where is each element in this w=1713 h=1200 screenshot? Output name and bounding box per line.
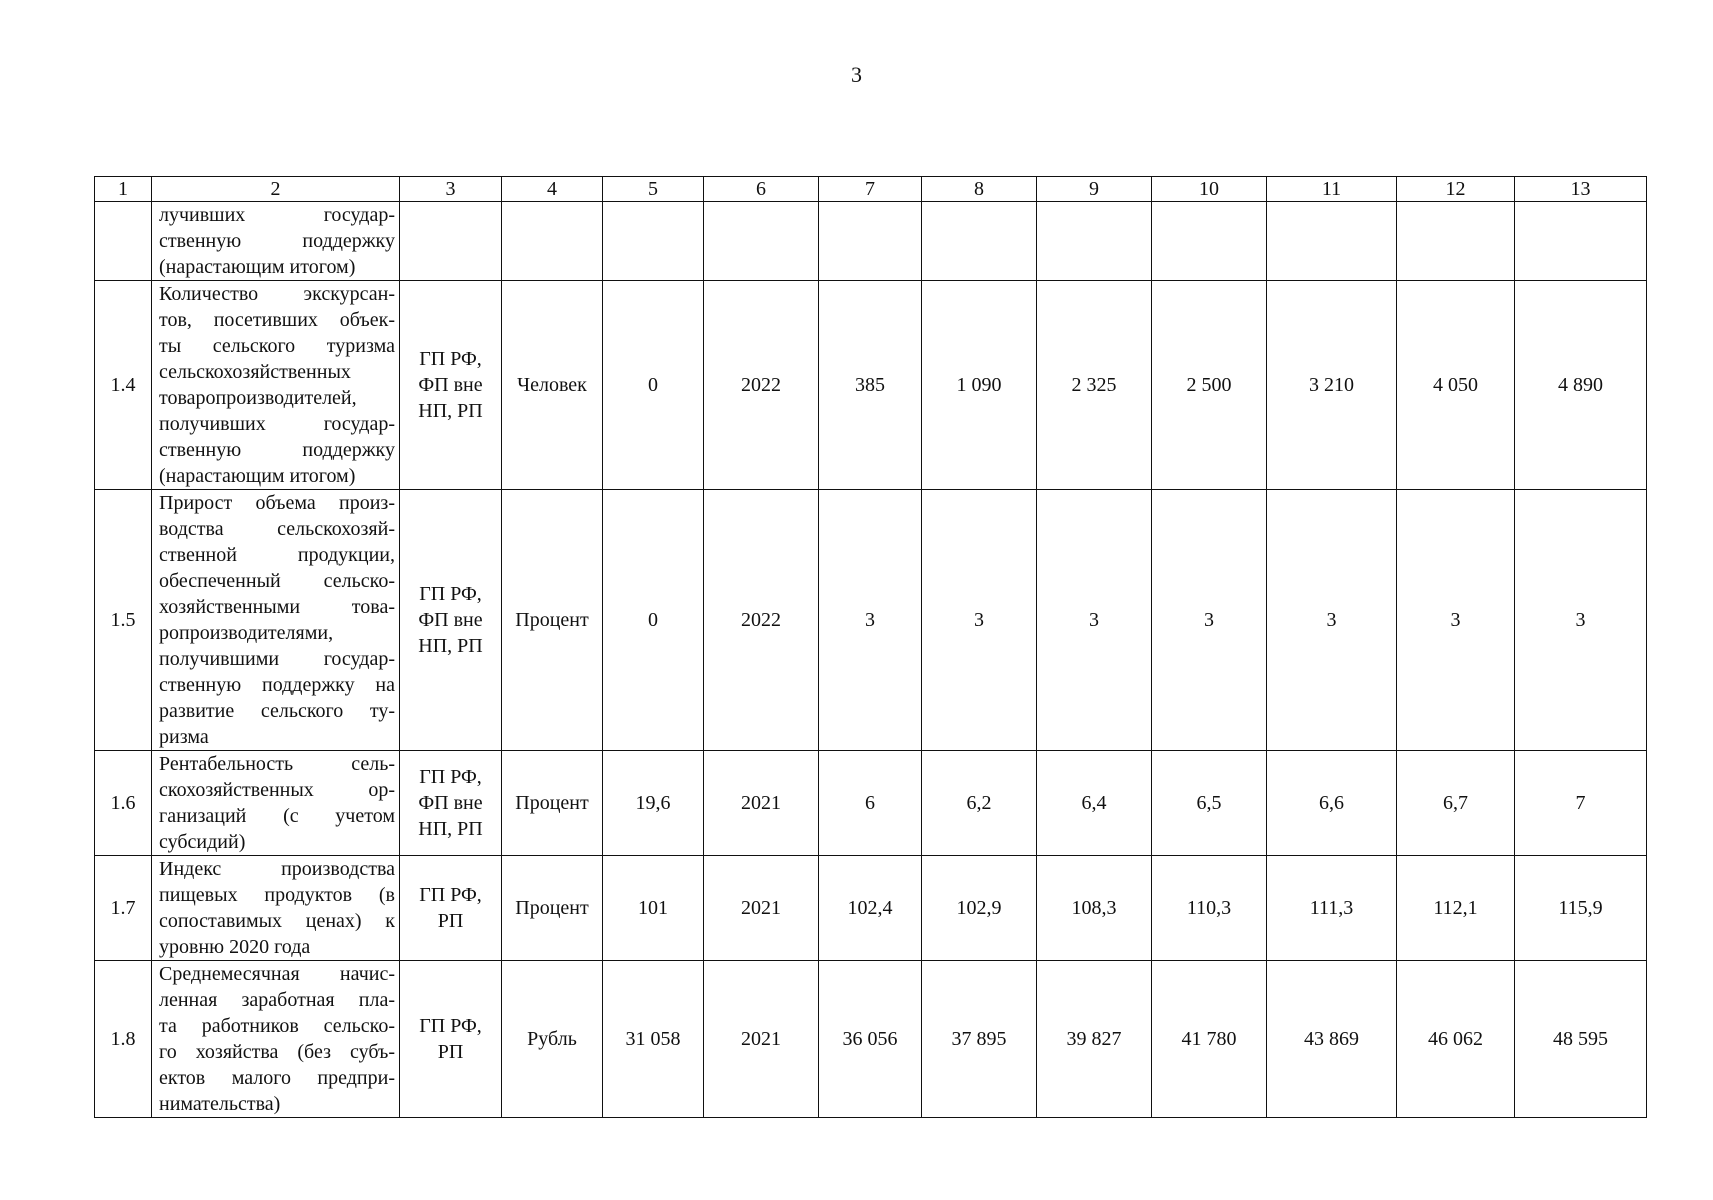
indicator-name-line: (нарастающим итогом)	[159, 465, 356, 487]
year-value: 3	[1397, 490, 1515, 751]
year-value: 6,4	[1037, 751, 1152, 856]
year-value: 48 595	[1515, 961, 1647, 1118]
year-value	[1152, 202, 1267, 281]
column-number-6: 6	[704, 177, 819, 202]
year-value: 3	[1267, 490, 1397, 751]
row-number: 1.8	[95, 961, 152, 1118]
year-value	[1397, 202, 1515, 281]
indicator-name	[152, 856, 400, 961]
table-row	[95, 490, 1647, 751]
source-line: РП	[437, 1041, 464, 1063]
indicator-name-line: получивших государ-	[159, 413, 395, 435]
unit: Человек	[502, 281, 603, 490]
indicator-name-line: водства сельскохозяй-	[159, 518, 395, 540]
year-value: 6,2	[922, 751, 1037, 856]
year-value: 385	[819, 281, 922, 490]
indicator-name-line: сопоставимых ценах) к	[159, 910, 395, 932]
column-number-3: 3	[400, 177, 502, 202]
indicator-name-line: ственной продукции,	[159, 544, 395, 566]
source-line: ФП вне	[418, 609, 483, 631]
year-value: 3	[1152, 490, 1267, 751]
unit	[502, 202, 603, 281]
year-value	[1515, 202, 1647, 281]
row-number: 1.5	[95, 490, 152, 751]
base-value: 19,6	[603, 751, 704, 856]
year-value: 3	[922, 490, 1037, 751]
source-line: ФП вне	[418, 374, 483, 396]
indicator-name-line: Среднемесячная начис-	[159, 963, 395, 985]
indicator-name	[152, 202, 400, 281]
year-value: 112,1	[1397, 856, 1515, 961]
year-value: 6	[819, 751, 922, 856]
base-year: 2021	[704, 856, 819, 961]
year-value: 3	[1037, 490, 1152, 751]
indicator-name-line: товаропроизводителей,	[159, 387, 357, 409]
indicator-name-line: та работников сельско-	[159, 1015, 395, 1037]
indicator-name-line: ризма	[159, 726, 209, 748]
year-value	[1037, 202, 1152, 281]
year-value	[1267, 202, 1397, 281]
year-value: 2 500	[1152, 281, 1267, 490]
indicator-name	[152, 961, 400, 1118]
table-header-row	[95, 177, 1647, 202]
indicator-name-line: ты сельского туризма	[159, 335, 395, 357]
source-programs	[400, 202, 502, 281]
indicator-name-line: Индекс производства	[159, 858, 395, 880]
indicator-name-line: Рентабельность сель-	[159, 753, 395, 775]
year-value: 43 869	[1267, 961, 1397, 1118]
year-value: 6,5	[1152, 751, 1267, 856]
indicator-name-line: тов, посетивших объек-	[159, 309, 395, 331]
year-value: 115,9	[1515, 856, 1647, 961]
unit: Рубль	[502, 961, 603, 1118]
row-number: 1.7	[95, 856, 152, 961]
source-line: НП, РП	[418, 400, 483, 422]
column-number-9: 9	[1037, 177, 1152, 202]
indicator-name-line: обеспеченный сельско-	[159, 570, 395, 592]
base-year: 2022	[704, 490, 819, 751]
source-line: ГП РФ,	[419, 1015, 482, 1037]
indicator-name-line: уровню 2020 года	[159, 936, 311, 958]
year-value: 4 890	[1515, 281, 1647, 490]
source-line: РП	[437, 910, 464, 932]
source-programs	[400, 856, 502, 961]
indicator-name-line: Прирост объема произ-	[159, 492, 395, 514]
table-row	[95, 856, 1647, 961]
indicator-name-line: ственную поддержку	[159, 439, 395, 461]
indicator-name	[152, 281, 400, 490]
source-line: НП, РП	[418, 635, 483, 657]
source-programs	[400, 751, 502, 856]
column-number-4: 4	[502, 177, 603, 202]
year-value: 111,3	[1267, 856, 1397, 961]
unit: Процент	[502, 751, 603, 856]
table-row	[95, 751, 1647, 856]
column-number-5: 5	[603, 177, 704, 202]
indicator-name-line: лучивших государ-	[159, 204, 395, 226]
indicator-name-line: получившими государ-	[159, 648, 395, 670]
year-value: 2 325	[1037, 281, 1152, 490]
table-row	[95, 202, 1647, 281]
year-value: 110,3	[1152, 856, 1267, 961]
source-line: ФП вне	[418, 792, 483, 814]
base-year	[704, 202, 819, 281]
indicator-name-line: пищевых продуктов (в	[159, 884, 395, 906]
indicator-name-line: (нарастающим итогом)	[159, 256, 356, 278]
column-number-13: 13	[1515, 177, 1647, 202]
year-value: 3	[1515, 490, 1647, 751]
indicator-name-line: го хозяйства (без субъ-	[159, 1041, 395, 1063]
indicator-name-line: сельскохозяйственных	[159, 361, 351, 383]
indicator-name-line: ственную поддержку на	[159, 674, 395, 696]
source-programs	[400, 490, 502, 751]
table-row	[95, 281, 1647, 490]
year-value: 108,3	[1037, 856, 1152, 961]
source-line: НП, РП	[418, 818, 483, 840]
indicator-name-line: субсидий)	[159, 831, 246, 853]
year-value: 41 780	[1152, 961, 1267, 1118]
indicator-name-line: нимательства)	[159, 1093, 281, 1115]
year-value: 39 827	[1037, 961, 1152, 1118]
base-year: 2021	[704, 751, 819, 856]
indicator-name-line: ектов малого предпри-	[159, 1067, 395, 1089]
page-number: 3	[851, 62, 862, 87]
unit: Процент	[502, 490, 603, 751]
column-number-8: 8	[922, 177, 1037, 202]
indicator-name-line: Количество экскурсан-	[159, 283, 395, 305]
year-value: 37 895	[922, 961, 1037, 1118]
source-line: ГП РФ,	[419, 766, 482, 788]
year-value: 6,6	[1267, 751, 1397, 856]
source-programs	[400, 281, 502, 490]
row-number: 1.6	[95, 751, 152, 856]
year-value: 7	[1515, 751, 1647, 856]
column-number-1: 1	[95, 177, 152, 202]
indicator-name	[152, 751, 400, 856]
indicator-name-line: ропроизводителями,	[159, 622, 334, 644]
base-year: 2022	[704, 281, 819, 490]
year-value	[922, 202, 1037, 281]
indicator-name-line: ганизаций (с учетом	[159, 805, 395, 827]
row-number	[95, 202, 152, 281]
base-value	[603, 202, 704, 281]
source-line: ГП РФ,	[419, 884, 482, 906]
indicator-name-line: хозяйственными това-	[159, 596, 395, 618]
indicators-table	[94, 176, 1647, 1118]
indicator-name-line: развитие сельского ту-	[159, 700, 395, 722]
year-value: 3	[819, 490, 922, 751]
base-value: 0	[603, 490, 704, 751]
indicator-name-line: скохозяйственных ор-	[159, 779, 395, 801]
year-value: 6,7	[1397, 751, 1515, 856]
base-value: 101	[603, 856, 704, 961]
indicator-name-line: ственную поддержку	[159, 230, 395, 252]
year-value: 3 210	[1267, 281, 1397, 490]
year-value: 36 056	[819, 961, 922, 1118]
year-value: 4 050	[1397, 281, 1515, 490]
column-number-2: 2	[152, 177, 400, 202]
source-line: ГП РФ,	[419, 583, 482, 605]
column-number-11: 11	[1267, 177, 1397, 202]
column-number-7: 7	[819, 177, 922, 202]
year-value: 1 090	[922, 281, 1037, 490]
base-year: 2021	[704, 961, 819, 1118]
year-value: 102,4	[819, 856, 922, 961]
unit: Процент	[502, 856, 603, 961]
year-value: 102,9	[922, 856, 1037, 961]
column-number-10: 10	[1152, 177, 1267, 202]
source-programs	[400, 961, 502, 1118]
table-row	[95, 961, 1647, 1118]
column-number-12: 12	[1397, 177, 1515, 202]
table-body	[95, 202, 1647, 1118]
indicator-name	[152, 490, 400, 751]
year-value: 46 062	[1397, 961, 1515, 1118]
source-line: ГП РФ,	[419, 348, 482, 370]
base-value: 0	[603, 281, 704, 490]
row-number: 1.4	[95, 281, 152, 490]
base-value: 31 058	[603, 961, 704, 1118]
year-value	[819, 202, 922, 281]
indicator-name-line: ленная заработная пла-	[159, 989, 395, 1011]
